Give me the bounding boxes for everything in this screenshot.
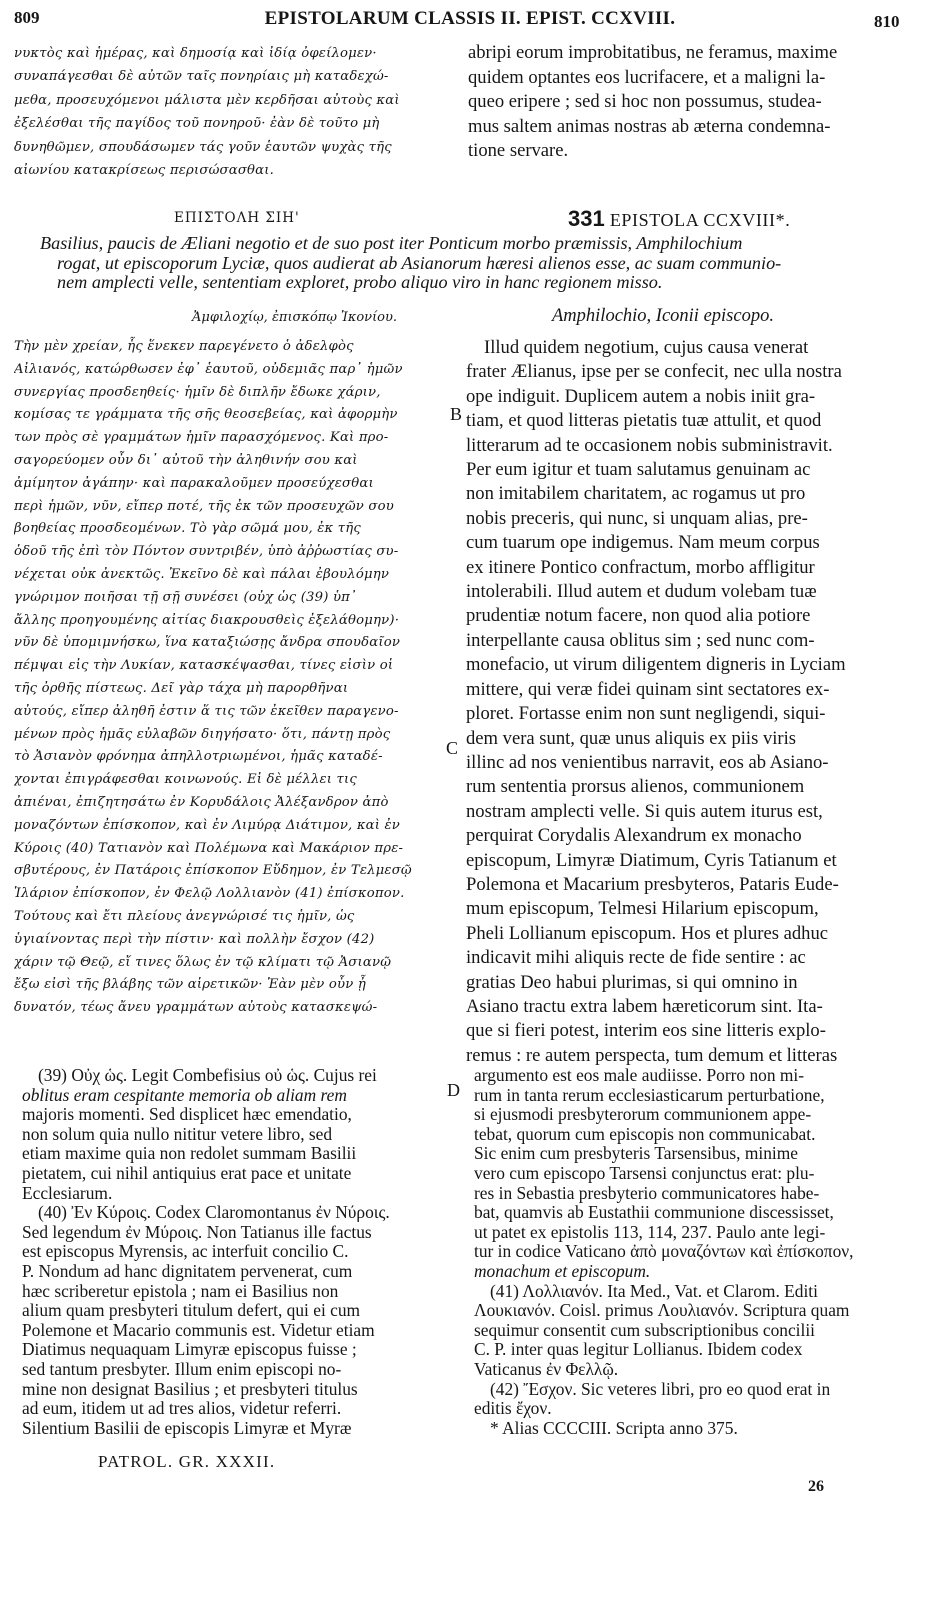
footnote-line: tebat, quorum cum episcopis non communicabat. bbox=[474, 1123, 816, 1144]
epistle-number: 331 bbox=[568, 206, 605, 231]
summary-line: Basilius, paucis de Æliani negotio et de suo post iter Ponticum morbo præmissis, Amphilochium bbox=[40, 234, 743, 253]
footnote-line: Vaticanus ἐν Φελλῷ. bbox=[474, 1358, 619, 1379]
volume-signature: PATROL. GR. XXXII. bbox=[98, 1452, 276, 1471]
margin-letter-c: C bbox=[446, 738, 459, 758]
greek-line: περὶ ἡμῶν, νῦν, εἴπερ ποτέ, τῆς ἐκ τῶν προσευχῶν σου bbox=[14, 498, 394, 514]
footnote-line: etiam maxime quia non redolet summam Basilii bbox=[22, 1143, 357, 1164]
footnote-line: (40) Ἐν Κύροις. Codex Claromontanus ἐν Νύροις. bbox=[38, 1202, 390, 1223]
greek-line: ὁδοῦ τῆς ἐπὶ τὸν Πόντον συντριβέν, ὑπὸ ἀῤῥωστίας συ- bbox=[14, 544, 399, 560]
footnote-line: mine non designat Basilius ; et presbyteri titulus bbox=[22, 1378, 358, 1399]
summary-line: nem amplecti velle, sententiam exploret, probo aliquo viro in hanc regionem misso. bbox=[57, 273, 663, 293]
footnote-line: tur in codice Vaticano ἀπὸ μοναζόντων καὶ ἐπίσκοπον, bbox=[474, 1241, 854, 1262]
greek-line: δυνηθῶμεν, σπουδάσωμεν τάς γοῦν ἑαυτῶν ψυχὰς τῆς bbox=[14, 139, 392, 155]
latin-line: ploret. Fortasse enim non sunt negligendi, siqui- bbox=[466, 703, 826, 725]
latin-line: intolerabili. Illud autem et dudum volebam tuæ bbox=[466, 581, 817, 603]
footnote-line: ad eum, itidem ut ad tres alios, videtur referri. bbox=[22, 1398, 342, 1419]
greek-line: σβυτέρους, ἐν Πατάροις ἐπίσκοπον Εὔδημον, ἐν Τελμεσῷ bbox=[14, 863, 412, 879]
latin-line: que si fieri potest, interim eos sine litteris explo- bbox=[466, 1020, 826, 1042]
footnotes-left bbox=[22, 1066, 452, 1438]
greek-line: αἰωνίου κατακρίσεως περισώσασθαι. bbox=[14, 163, 275, 179]
greek-line: μεθα, προσευχόμενοι μάλιστα μὲν κερδῆσαι αὐτοὺς καὶ bbox=[14, 92, 400, 108]
footnote-line: * Alias CCCCIII. Scripta anno 375. bbox=[490, 1417, 738, 1438]
latin-line: mus saltem animas nostras ab æterna condemna- bbox=[468, 115, 831, 137]
right-page-number: 810 bbox=[874, 12, 900, 31]
footnote-line: majoris momenti. Sed displicet hæc emendatio, bbox=[22, 1104, 352, 1125]
latin-line: gratias Deo habui plurimas, si qui omnino in bbox=[466, 971, 798, 993]
latin-line: Per eum igitur et tuam salutamus genuinam ac bbox=[466, 459, 811, 481]
footnote-line: Polemone et Macario communis est. Videtur etiam bbox=[22, 1319, 375, 1340]
footnote-line: rum in tanta rerum ecclesiasticarum perturbatione, bbox=[474, 1084, 825, 1105]
greek-text-column bbox=[14, 336, 454, 1020]
latin-line: indicavit mihi aliquis recte de fide sentire : ac bbox=[466, 947, 806, 969]
footnote-line: argumento est eos male audiisse. Porro non mi- bbox=[474, 1065, 805, 1085]
footnote-line: (41) Λολλιανόν. Ita Med., Vat. et Clarom. Editi bbox=[490, 1280, 818, 1301]
summary-line: rogat, ut episcoporum Lyciæ, quos audierat ab Asianorum hæresi alienos esse, ac suam communio- bbox=[57, 253, 782, 273]
sheet-number: 26 bbox=[808, 1478, 824, 1495]
latin-line: episcopum, Limyræ Diatimum, Cyris Tatianum et bbox=[466, 849, 837, 871]
footnote-line: monachum et episcopum. bbox=[474, 1260, 651, 1281]
latin-text-column bbox=[466, 336, 922, 1068]
latin-address: Amphilochio, Iconii episcopo. bbox=[552, 306, 774, 326]
latin-line: Polemona et Macarium presbyteros, Pataris Eude- bbox=[466, 873, 839, 895]
running-title: EPISTOLARUM CLASSIS II. EPIST. CCXVIII. bbox=[264, 8, 676, 29]
greek-line: ἐξελέσθαι τῆς παγίδος τοῦ πονηροῦ· ἐὰν δὲ τοῦτο μὴ bbox=[14, 116, 380, 132]
latin-line: non imitabilem charitatem, ac rogamus ut pro bbox=[466, 483, 806, 505]
latin-line: Illud quidem negotium, cujus causa venerat bbox=[484, 337, 809, 358]
greek-line: σαγορεύομεν οὖν δι᾽ αὐτοῦ τὴν ἀληθινήν σου καὶ bbox=[14, 452, 358, 468]
greek-line: συναπάγεσθαι δὲ αὐτῶν ταῖς πονηρίαις μὴ καταδεχώ- bbox=[14, 69, 389, 85]
latin-line: mum episcopum, Telmesi Hilarium episcopum, bbox=[466, 898, 819, 920]
latin-line: queo eripere ; sed si hoc non possumus, studea- bbox=[468, 91, 822, 113]
footnote-line: sequimur consentit cum subscriptionibus concilii bbox=[474, 1319, 816, 1340]
latin-line: Asiano tractu extra labem hæreticorum sint. Ita- bbox=[466, 995, 823, 1017]
left-page-number: 809 bbox=[14, 8, 40, 27]
footnote-line: Sed legendum ἐν Μύροις. Non Tatianus ille factus bbox=[22, 1221, 372, 1242]
greek-line: κομίσας τε γράμματα τῆς σῆς θεοσεβείας, καὶ ἀφορμὴν bbox=[14, 407, 398, 423]
footnote-line: Diatimus nequaquam Limyræ episcopus fuisse ; bbox=[22, 1339, 357, 1360]
footnote-line: bat, quamvis ab Eustathii communione discessisset, bbox=[474, 1202, 834, 1223]
footnote-line: ut patet ex epistolis 113, 114, 237. Paulo ante legi- bbox=[474, 1221, 826, 1242]
latin-line: rum sententia prorsus alienos, communionem bbox=[466, 776, 805, 798]
footnote-line: hæc scriberetur epistola ; nam ei Basilius non bbox=[22, 1280, 339, 1301]
latin-line: ex itinere Pontico confractum, morbo affligitur bbox=[466, 556, 815, 578]
greek-line: γνώριμον ποιῆσαι τῇ σῇ συνέσει (οὐχ ὡς (39) ὑπ᾽ bbox=[14, 589, 357, 605]
footnote-line: Sic enim cum presbyteris Tarsensibus, minime bbox=[474, 1143, 799, 1164]
latin-line: nostram amplecti velle. Si quis autem iturus est, bbox=[466, 800, 823, 822]
footnote-line: sed tantum presbyter. Illum enim episcopi no- bbox=[22, 1358, 342, 1379]
latin-line: frater Ælianus, ipse per se confecit, nec ulla nostra bbox=[466, 361, 842, 383]
latin-line: dem vera sunt, quæ unus aliquis ex piis viris bbox=[466, 727, 797, 749]
latin-line: remus : re autem perspecta, tum demum et litteras bbox=[466, 1044, 838, 1066]
footnote-line: (39) Οὐχ ὡς. Legit Combefisius οὐ ὡς. Cujus rei bbox=[38, 1065, 377, 1085]
footnote-line: non solum quia nullo nititur vetere libro, sed bbox=[22, 1123, 333, 1144]
latin-line: tione servare. bbox=[468, 140, 569, 162]
greek-line: τὸ Ἀσιανὸν φρόνημα ἀπηλλοτριωμένοι, ἡμᾶς καταδέ- bbox=[14, 749, 383, 765]
footnote-line: vero cum episcopo Tarsensi conjunctus erat: plu- bbox=[474, 1162, 815, 1183]
footnote-line: editis ἔχον. bbox=[474, 1398, 552, 1419]
greek-line: βοηθείας προσδεομένων. Τὸ γὰρ σῶμά μου, ἐκ τῆς bbox=[14, 521, 361, 537]
margin-letter-d: D bbox=[447, 1080, 460, 1100]
latin-line: monefacio, ut virum diligentem digneris in Lyciam bbox=[466, 654, 846, 676]
greek-line: νέχεται οὐκ ἀνεκτῶς. Ἐκεῖνο δὲ καὶ πάλαι ἐβουλόμην bbox=[14, 566, 390, 582]
greek-line: τῆς ὀρθῆς πίστεως. Δεῖ γὰρ τάχα μὴ παρορθῆναι bbox=[14, 680, 349, 696]
greek-line: αὐτούς, εἴπερ ἀληθῆ ἐστιν ἅ τις τῶν ἐκεῖθεν παραγενο- bbox=[14, 703, 399, 719]
greek-line: Αἰλιανός, κατώρθωσεν ἐφ᾽ ἑαυτοῦ, οὐδεμιᾶς παρ᾽ ἡμῶν bbox=[14, 361, 403, 377]
latin-epistle-heading bbox=[568, 206, 790, 232]
footnote-line: P. Nondum ad hanc dignitatem pervenerat, cum bbox=[22, 1260, 353, 1281]
latin-line: illinc ad nos venientibus narravit, eos ab Asiano- bbox=[466, 751, 829, 773]
latin-line: cum tuarum ope indigemus. Nam meum corpus bbox=[466, 532, 820, 554]
greek-line: ἔξω εἰσὶ τῆς βλάβης τῶν αἱρετικῶν· Ἐὰν μὲν οὖν ᾖ bbox=[14, 977, 366, 993]
margin-letter-b: B bbox=[450, 404, 463, 424]
latin-line: mittere, qui veræ fidei quinam sint sectatores ex- bbox=[466, 678, 830, 700]
latin-line: prudentiæ notum facere, non quod alia potiore bbox=[466, 605, 811, 627]
footnote-line: C. P. inter quas legitur Lollianus. Ibidem codex bbox=[474, 1339, 803, 1360]
latin-line: nobis preceris, qui nunc, si unquam alias, pre- bbox=[466, 507, 808, 529]
footnote-line: Silentium Basilii de episcopis Limyræ et Myræ bbox=[22, 1417, 352, 1438]
footnotes-right bbox=[474, 1066, 904, 1438]
greek-line: μένων πρὸς ἡμᾶς εὐλαβῶν διηγήσατο· ὅτι, πάντῃ πρὸς bbox=[14, 726, 391, 742]
greek-line: συνεργίας προσδεηθείς· ἡμῖν δὲ διπλῆν ἔδωκε χάριν, bbox=[14, 384, 381, 400]
prev-latin-block bbox=[468, 41, 916, 164]
footnote-line: Ecclesiarum. bbox=[22, 1182, 113, 1203]
latin-line: quidem optantes eos lucrifacere, et a maligni la- bbox=[468, 66, 826, 88]
latin-line: perquirat Corydalis Alexandrum ex monacho bbox=[466, 825, 802, 847]
epistle-summary bbox=[40, 234, 900, 293]
prev-greek-block bbox=[14, 42, 454, 182]
footnote-line: est episcopus Myrensis, ac interfuit concilio C. bbox=[22, 1241, 349, 1262]
footnote-line: res in Sebastia presbyterio communicatores habe- bbox=[474, 1182, 820, 1203]
footnote-line: Λουκιανόν. Coisl. primus Λουλιανόν. Scriptura quam bbox=[474, 1300, 850, 1321]
greek-epistle-heading: ΕΠΙΣΤΟΛΗ ΣΙΗ' bbox=[174, 210, 300, 226]
footnote-line: alium quam presbyteri titulum defert, qui ei cum bbox=[22, 1300, 361, 1321]
greek-line: μοναζόντων ἐπίσκοπον, καὶ ἐν Λιμύρᾳ Διάτιμον, καὶ ἐν bbox=[14, 817, 401, 833]
greek-line: ἀπιέναι, ἐπιζητησάτω ἐν Κορυδάλοις Ἀλέξανδρον ἀπὸ bbox=[14, 794, 389, 810]
greek-line: νυκτὸς καὶ ἡμέρας, καὶ δημοσίᾳ καὶ ἰδίᾳ ὀφείλομεν· bbox=[14, 46, 377, 61]
footnote-line: oblitus eram cespitante memoria ob aliam rem bbox=[22, 1084, 347, 1105]
greek-line: των πρὸς σὲ γραμμάτων ἡμῖν παρασχόμενος. Καὶ προ- bbox=[14, 430, 389, 446]
footnote-line: si ejusmodi presbyterorum communionem appe- bbox=[474, 1104, 812, 1125]
greek-line: νῦν δὲ ὑπομιμνήσκω, ἵνα καταξιώσῃς ἄνδρα σπουδαῖον bbox=[14, 635, 401, 651]
greek-line: Τούτους καὶ ἔτι πλείους ἀνεγνώρισέ τις ἡμῖν, ὡς bbox=[14, 908, 355, 924]
latin-line: Pheli Lollianum episcopum. Hos et plures adhuc bbox=[466, 922, 828, 944]
greek-line: Κύροις (40) Τατιανὸν καὶ Πολέμωνα καὶ Μακάριον πρε- bbox=[14, 840, 404, 856]
greek-line: δυνατόν, τέως ἄνευ γραμμάτων αὐτοὺς κατασκεψώ- bbox=[14, 1000, 378, 1016]
latin-line: abripi eorum improbitatibus, ne feramus, maxime bbox=[468, 42, 838, 63]
greek-line: ἄλλης προηγουμένης αἰτίας διακρουσθεὶς ἐξελάθομην)· bbox=[14, 612, 400, 628]
latin-line: tiam, et quod litteras pietatis tuæ attulit, et quod bbox=[466, 410, 822, 432]
epistle-title: EPISTOLA CCXVIII*. bbox=[609, 210, 791, 230]
greek-line: Ἱλάριον ἐπίσκοπον, ἐν Φελῷ Λολλιανὸν (41) ἐπίσκοπον. bbox=[14, 886, 405, 902]
greek-line: Τὴν μὲν χρείαν, ἧς ἕνεκεν παρεγένετο ὁ ἀδελφὸς bbox=[14, 339, 354, 354]
latin-line: litterarum ad te occasionem nobis subministravit. bbox=[466, 434, 833, 456]
greek-line: πέμψαι εἰς τὴν Λυκίαν, κατασκέψασθαι, τίνες εἰσὶν οἱ bbox=[14, 658, 394, 674]
greek-address: Ἀμφιλοχίῳ, ἐπισκόπῳ Ἰκονίου. bbox=[192, 310, 398, 325]
latin-line: ope indiguit. Duplicem autem a nobis iniit gra- bbox=[466, 385, 816, 407]
greek-line: χάριν τῷ Θεῷ, εἴ τινες ὅλως ἐν τῷ κλίματι τῷ Ἀσιανῷ bbox=[14, 954, 392, 970]
footnote-line: (42) Ἔσχον. Sic veteres libri, pro eo quod erat in bbox=[490, 1378, 831, 1399]
greek-line: ὑγιαίνοντας περὶ τὴν πίστιν· καὶ πολλὴν ἔσχον (42) bbox=[14, 931, 375, 947]
latin-line: interpellante causa oblitus sim ; sed nunc com- bbox=[466, 629, 815, 651]
footnote-line: pietatem, cui nihil antiquius erat pace et unitate bbox=[22, 1162, 352, 1183]
greek-line: ἀμίμητον ἀγάπην· καὶ παρακαλοῦμεν προσεύχεσθαι bbox=[14, 475, 374, 491]
greek-line: χονται ἐπιγράφεσθαι κοινωνούς. Εἰ δὲ μέλλει τις bbox=[14, 772, 358, 788]
